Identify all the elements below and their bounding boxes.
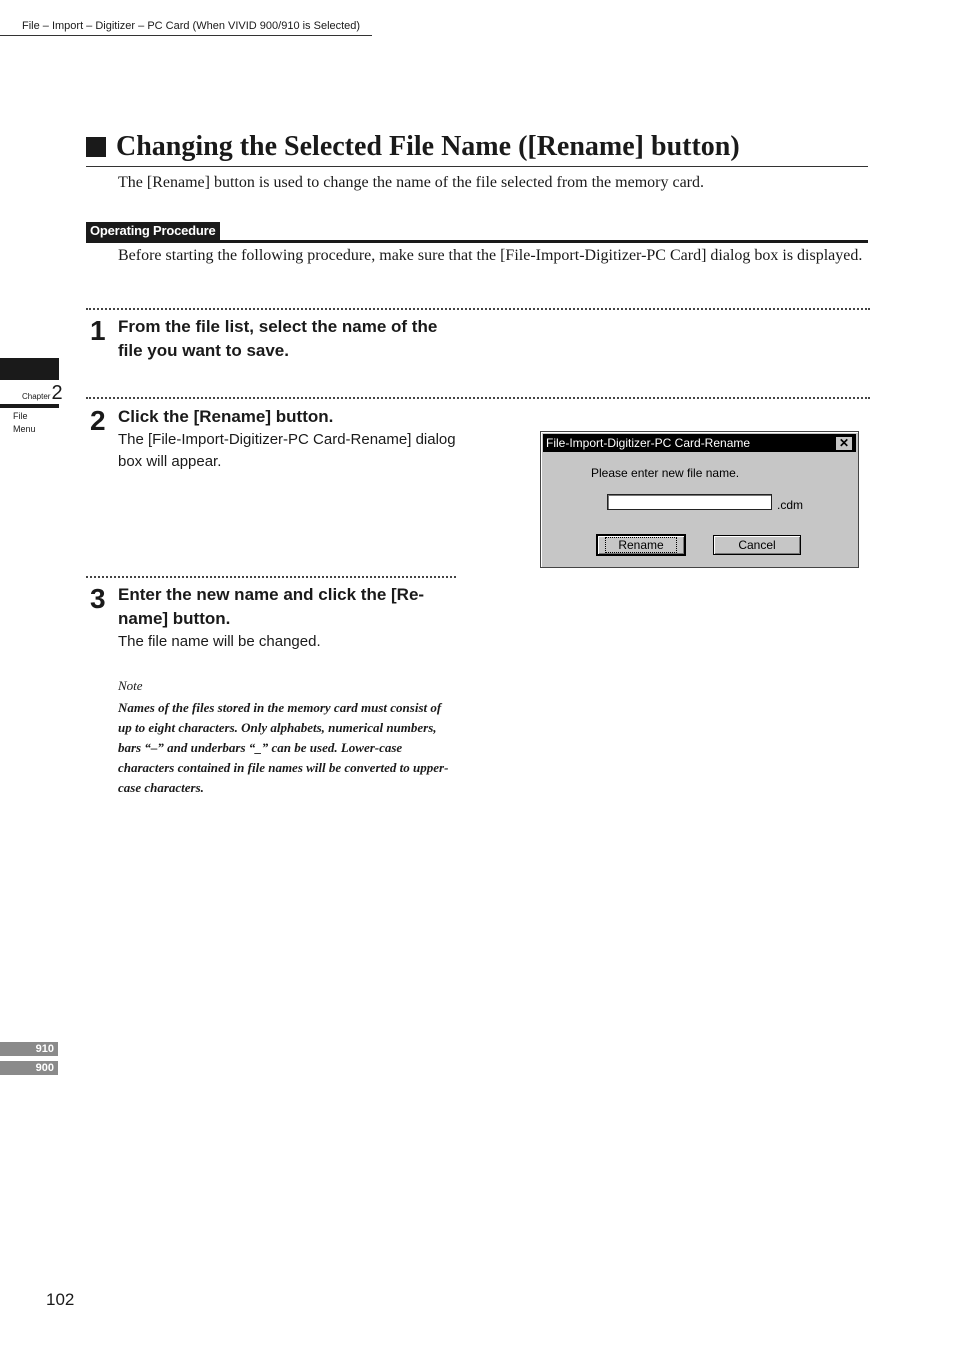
step-number: 2 [90, 405, 106, 436]
operating-procedure-bar [86, 222, 868, 243]
chapter-rule [0, 404, 59, 408]
section-title-text: Changing the Selected File Name ([Rename] button) [116, 131, 740, 162]
step-heading: Enter the new name and click the [Re-name] button. [118, 585, 425, 628]
side-label-line: File [13, 411, 28, 421]
running-header: File – Import – Digitizer – PC Card (When VIVID 900/910 is Selected) [0, 20, 372, 36]
rename-button-label: Rename [605, 537, 676, 553]
file-name-input[interactable] [607, 494, 772, 510]
note-label: Note [118, 678, 143, 693]
note-text: Names of the files stored in the memory card must consist of up to eight characters. Only alphabets, numerical numbers, bars “–” and underbars “_” can be used. Lower-case characters contained in file names will be converted to upper-case characters. [118, 700, 449, 795]
dialog-prompt: Please enter new file name. [591, 466, 740, 480]
step-number: 1 [90, 315, 106, 346]
side-label-line: Menu [13, 424, 36, 434]
step-body: The file name will be changed. [118, 633, 321, 650]
model-tab-900: 900 [0, 1061, 58, 1075]
dialog-title: File-Import-Digitizer-PC Card-Rename [546, 436, 751, 450]
step-separator [86, 308, 870, 310]
chapter-label [22, 382, 63, 405]
chapter-tab [0, 358, 59, 380]
close-icon[interactable]: ✕ [835, 436, 853, 451]
model-tab-910: 910 [0, 1042, 58, 1056]
step-number: 3 [90, 583, 106, 614]
rename-button[interactable] [597, 535, 685, 555]
step-heading: From the file list, select the name of the file you want to save. [118, 317, 438, 360]
step-separator [86, 397, 870, 399]
section-intro: The [Rename] button is used to change the name of the file selected from the memory card. [118, 174, 705, 191]
section-square-icon [86, 137, 106, 157]
step-heading: Click the [Rename] button. [118, 407, 334, 426]
rename-dialog [540, 431, 859, 568]
cancel-button[interactable]: Cancel [713, 535, 801, 555]
chapter-number: 2 [51, 382, 63, 404]
procedure-prerequisite: Before starting the following procedure, make sure that the [File-Import-Digitizer-PC Card] dialog box is displayed. [118, 247, 863, 264]
note [118, 676, 458, 798]
page-number: 102 [46, 1290, 75, 1309]
step-body: The [File-Import-Digitizer-PC Card-Rename] dialog box will appear. [118, 431, 456, 470]
chapter-word: Chapter [22, 392, 51, 401]
section-title [86, 130, 868, 167]
file-extension-label: .cdm [777, 498, 804, 512]
operating-procedure-label: Operating Procedure [86, 222, 220, 240]
side-section-label [13, 410, 53, 436]
step-separator [86, 576, 456, 578]
dialog-titlebar [543, 434, 856, 452]
